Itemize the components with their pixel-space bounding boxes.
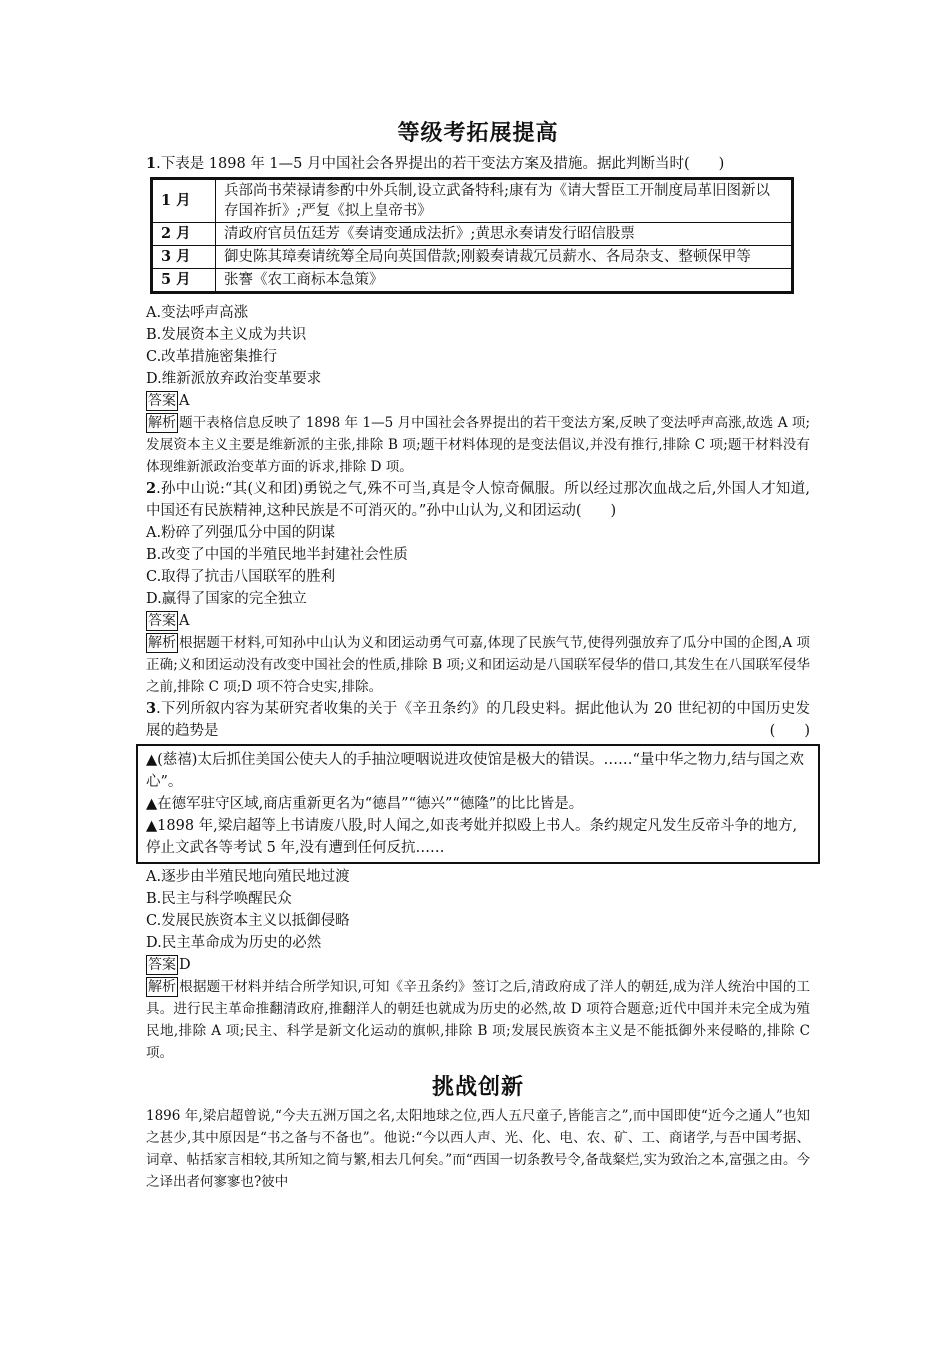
answer-line <box>146 390 810 412</box>
answer-value: A <box>179 393 190 409</box>
answer-tag: 答案 <box>148 957 176 973</box>
question-3-stem <box>146 698 810 742</box>
table-row <box>152 223 793 246</box>
option-b: B.改变了中国的半殖民地半封建社会性质 <box>146 547 408 563</box>
answer-line <box>146 954 810 976</box>
question-2-text: .孙中山说:“其(义和团)勇锐之气,殊不可当,真是令人惊奇佩服。所以经过那次血战之后,外国人才知道,中国还有民族精神,这种民族是不可消灭的。”孙中山认为,义和团运动( ) <box>146 481 810 519</box>
answer-line <box>146 610 810 632</box>
answer-tag: 答案 <box>148 613 176 629</box>
table-content: 御史陈其璋奏请统筹全局向英国借款;刚毅奏请裁冗员薪水、各局杂支、整顿保甲等 <box>216 246 793 269</box>
question-1-text: .下表是 1898 年 1—5 月中国社会各界提出的若干变法方案及措施。据此判断当时( ) <box>156 156 725 172</box>
option-d: D.民主革命成为历史的必然 <box>146 935 322 951</box>
option-a: A.逐步由半殖民地向殖民地过渡 <box>146 869 350 885</box>
analysis-paragraph <box>146 412 810 478</box>
section-title-challenge: 挑战创新 <box>431 1075 524 1100</box>
option-c: C.取得了抗击八国联军的胜利 <box>146 569 336 585</box>
option-c: C.发展民族资本主义以抵御侵略 <box>146 913 350 929</box>
table-row <box>152 179 793 223</box>
section-title-advanced: 等级考拓展提高 <box>397 121 559 146</box>
table-content: 兵部尚书荣禄请参酌中外兵制,设立武备特科;康有为《请大誓臣工开制度局革旧图新以存国祚折》;严复《拟上皇帝书》 <box>216 179 793 223</box>
table-month: 5 月 <box>152 269 216 293</box>
question-1-number: 1 <box>146 155 157 172</box>
analysis-tag: 解析 <box>148 415 176 431</box>
question-3-number: 3 <box>146 700 157 717</box>
option-d: D.赢得了国家的完全独立 <box>146 591 307 607</box>
analysis-paragraph <box>146 632 810 698</box>
table-month: 3 月 <box>152 246 216 269</box>
question-1-stem <box>146 153 810 175</box>
option-a: A.变法呼声高涨 <box>146 305 249 321</box>
table-row <box>152 246 793 269</box>
option-b: B.发展资本主义成为共识 <box>146 327 307 343</box>
question-2-stem <box>146 478 810 522</box>
table-month: 1 月 <box>152 179 216 223</box>
table-content: 张謇《农工商标本急策》 <box>216 269 793 293</box>
challenge-paragraph: 1896 年,梁启超曾说,“今夫五洲万国之名,太阳地球之位,西人五尺童子,皆能言之”,而中国即使“近今之通人”也知之甚少,其中原因是“书之备与不备也”。他说:“今以西人声、光、化、电、农、矿、工、商诸学,与吾中国考据、词章、帖括家言相较,其所知之简与繁,相去几何矣。”而“西国一切条教号令,备哉粲烂,实为致治之本,富强之由。今之译出者何寥寥也?彼中 <box>146 1108 810 1190</box>
analysis-tag: 解析 <box>148 979 176 995</box>
source-item: ▲1898 年,梁启超等上书请废八股,时人闻之,如丧考妣并拟殴上书人。条约规定凡发生反帝斗争的地方,停止文武各等考试 5 年,没有遭到任何反抗…… <box>146 818 798 856</box>
analysis-text: 根据题干材料,可知孙中山认为义和团运动勇气可嘉,体现了民族气节,使得列强放弃了瓜分中国的企图,A 项正确;义和团运动没有改变中国社会的性质,排除 B 项;义和团运动是八国联军侵华的借口,其发生在八国联军侵华之前,排除 C 项;D 项不符合史实,排除。 <box>146 635 810 695</box>
table-month: 2 月 <box>152 223 216 246</box>
source-item: ▲在德军驻守区域,商店重新更名为“德昌”“德兴”“德隆”的比比皆是。 <box>146 796 584 812</box>
table-row <box>152 269 793 293</box>
source-material-box <box>136 744 820 864</box>
question-2-number: 2 <box>146 480 157 497</box>
source-item: ▲(慈禧)太后抓住美国公使夫人的手抽泣哽咽说进攻使馆是极大的错误。……“量中华之物力,结与国之欢心”。 <box>146 752 804 790</box>
analysis-tag: 解析 <box>148 635 176 651</box>
answer-paren: ( ) <box>769 723 810 739</box>
analysis-text: 题干表格信息反映了 1898 年 1—5 月中国社会各界提出的若干变法方案,反映了变法呼声高涨,故选 A 项;发展资本主义主要是维新派的主张,排除 B 项;题干材料体现的是变法倡议,并没有推行,排除 C 项;题干材料没有体现维新派政治变革方面的诉求,排除 D 项。 <box>146 415 810 475</box>
option-b: B.民主与科学唤醒民众 <box>146 891 292 907</box>
option-a: A.粉碎了列强瓜分中国的阴谋 <box>146 525 336 541</box>
page <box>146 116 810 1193</box>
question-1-table <box>150 177 794 294</box>
answer-tag: 答案 <box>148 393 176 409</box>
analysis-text: 根据题干材料并结合所学知识,可知《辛丑条约》签订之后,清政府成了洋人的朝廷,成为洋人统治中国的工具。进行民主革命推翻清政府,推翻洋人的朝廷也就成为历史的必然,故 D 项符合题意;近代中国并未完全成为殖民地,排除 A 项;民主、科学是新文化运动的旗帜,排除 B 项;发展民族资本主义是不能抵御外来侵略的,排除 C 项。 <box>146 979 810 1061</box>
option-d: D.维新派放弃政治变革要求 <box>146 371 322 387</box>
answer-value: A <box>179 613 190 629</box>
table-content: 清政府官员伍廷芳《奏请变通成法折》;黄思永奏请发行昭信股票 <box>216 223 793 246</box>
option-c: C.改革措施密集推行 <box>146 349 278 365</box>
question-3-text: .下列所叙内容为某研究者收集的关于《辛丑条约》的几段史料。据此他认为 20 世纪初的中国历史发展的趋势是 <box>146 701 810 739</box>
analysis-paragraph <box>146 976 810 1064</box>
answer-value: D <box>179 957 191 973</box>
